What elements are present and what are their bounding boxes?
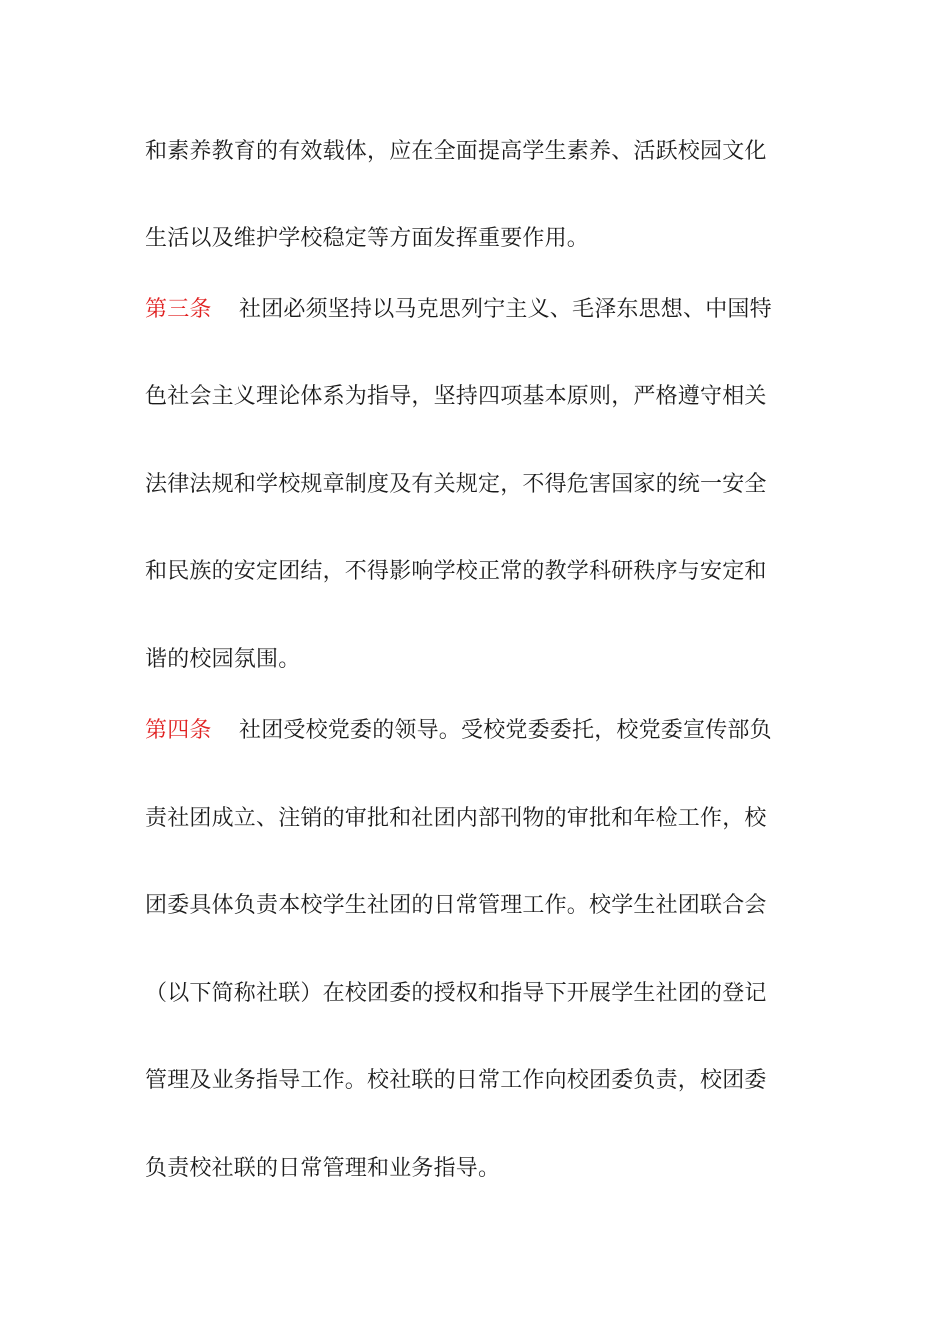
- paragraph-line: 团委具体负责本校学生社团的日常管理工作。校学生社团联合会: [145, 893, 767, 918]
- paragraph-line: 生活以及维护学校稳定等方面发挥重要作用。: [145, 226, 590, 251]
- article-4-heading-line: [145, 716, 825, 746]
- paragraph-line: 和素养教育的有效载体，应在全面提高学生素养、活跃校园文化: [145, 139, 767, 164]
- paragraph-line: 色社会主义理论体系为指导，坚持四项基本原则，严格遵守相关: [145, 384, 767, 409]
- article-4-first-line: 社团受校党委的领导。受校党委委托，校党委宣传部负: [239, 718, 772, 743]
- paragraph-line: （以下简称社联）在校团委的授权和指导下开展学生社团的登记: [145, 981, 767, 1006]
- paragraph-line: 法律法规和学校规章制度及有关规定，不得危害国家的统一安全: [145, 472, 767, 497]
- paragraph-line: 管理及业务指导工作。校社联的日常工作向校团委负责，校团委: [145, 1068, 767, 1093]
- paragraph-line: 负责校社联的日常管理和业务指导。: [145, 1156, 501, 1181]
- paragraph-line: 谐的校园氛围。: [145, 647, 301, 672]
- article-3-heading-line: [145, 295, 825, 325]
- article-3-number: 第三条: [145, 297, 212, 322]
- article-3-first-line: 社团必须坚持以马克思列宁主义、毛泽东思想、中国特: [239, 297, 772, 322]
- paragraph-line: 责社团成立、注销的审批和社团内部刊物的审批和年检工作，校: [145, 806, 767, 831]
- article-4-number: 第四条: [145, 718, 212, 743]
- paragraph-line: 和民族的安定团结，不得影响学校正常的教学科研秩序与安定和: [145, 559, 767, 584]
